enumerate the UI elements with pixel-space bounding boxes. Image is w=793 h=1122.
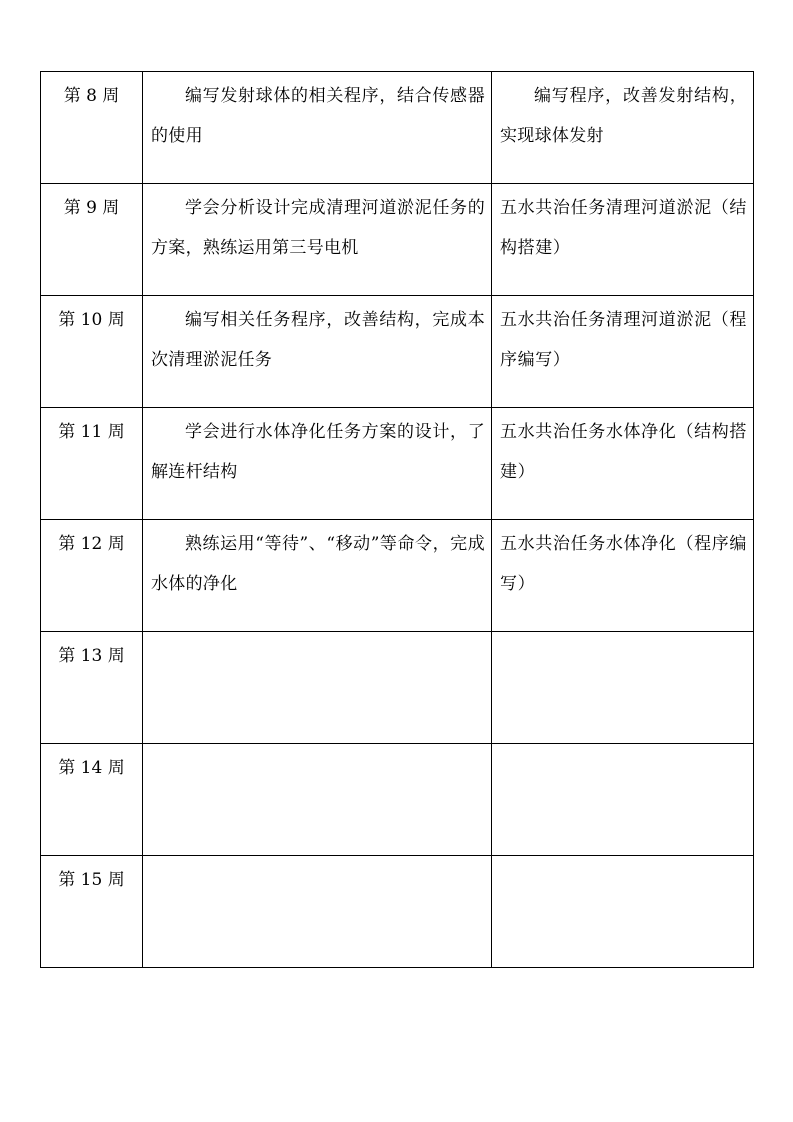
week-cell: 第 12 周 (41, 520, 143, 632)
week-cell: 第 15 周 (41, 856, 143, 968)
content-cell (143, 856, 492, 968)
week-cell: 第 14 周 (41, 744, 143, 856)
table-row (41, 408, 754, 520)
table-row (41, 856, 754, 968)
content-cell: 学会分析设计完成清理河道淤泥任务的方案，熟练运用第三号电机 (143, 184, 492, 296)
week-cell: 第 8 周 (41, 72, 143, 184)
table-row (41, 520, 754, 632)
content-cell: 编写相关任务程序，改善结构，完成本次清理淤泥任务 (143, 296, 492, 408)
week-cell: 第 11 周 (41, 408, 143, 520)
table-row (41, 296, 754, 408)
week-cell: 第 13 周 (41, 632, 143, 744)
table-row (41, 744, 754, 856)
content-cell: 编写发射球体的相关程序，结合传感器的使用 (143, 72, 492, 184)
task-cell: 五水共治任务水体净化（结构搭建） (492, 408, 754, 520)
content-cell (143, 744, 492, 856)
week-cell: 第 9 周 (41, 184, 143, 296)
table-row (41, 72, 754, 184)
task-cell (492, 632, 754, 744)
task-cell: 编写程序，改善发射结构，实现球体发射 (492, 72, 754, 184)
task-cell: 五水共治任务清理河道淤泥（结构搭建） (492, 184, 754, 296)
table-row (41, 632, 754, 744)
content-cell (143, 632, 492, 744)
content-cell: 学会进行水体净化任务方案的设计，了解连杆结构 (143, 408, 492, 520)
task-cell (492, 856, 754, 968)
weekly-schedule-table (40, 71, 754, 968)
task-cell: 五水共治任务水体净化（程序编写） (492, 520, 754, 632)
task-cell (492, 744, 754, 856)
week-cell: 第 10 周 (41, 296, 143, 408)
table-row (41, 184, 754, 296)
task-cell: 五水共治任务清理河道淤泥（程序编写） (492, 296, 754, 408)
content-cell: 熟练运用“等待”、“移动”等命令，完成水体的净化 (143, 520, 492, 632)
